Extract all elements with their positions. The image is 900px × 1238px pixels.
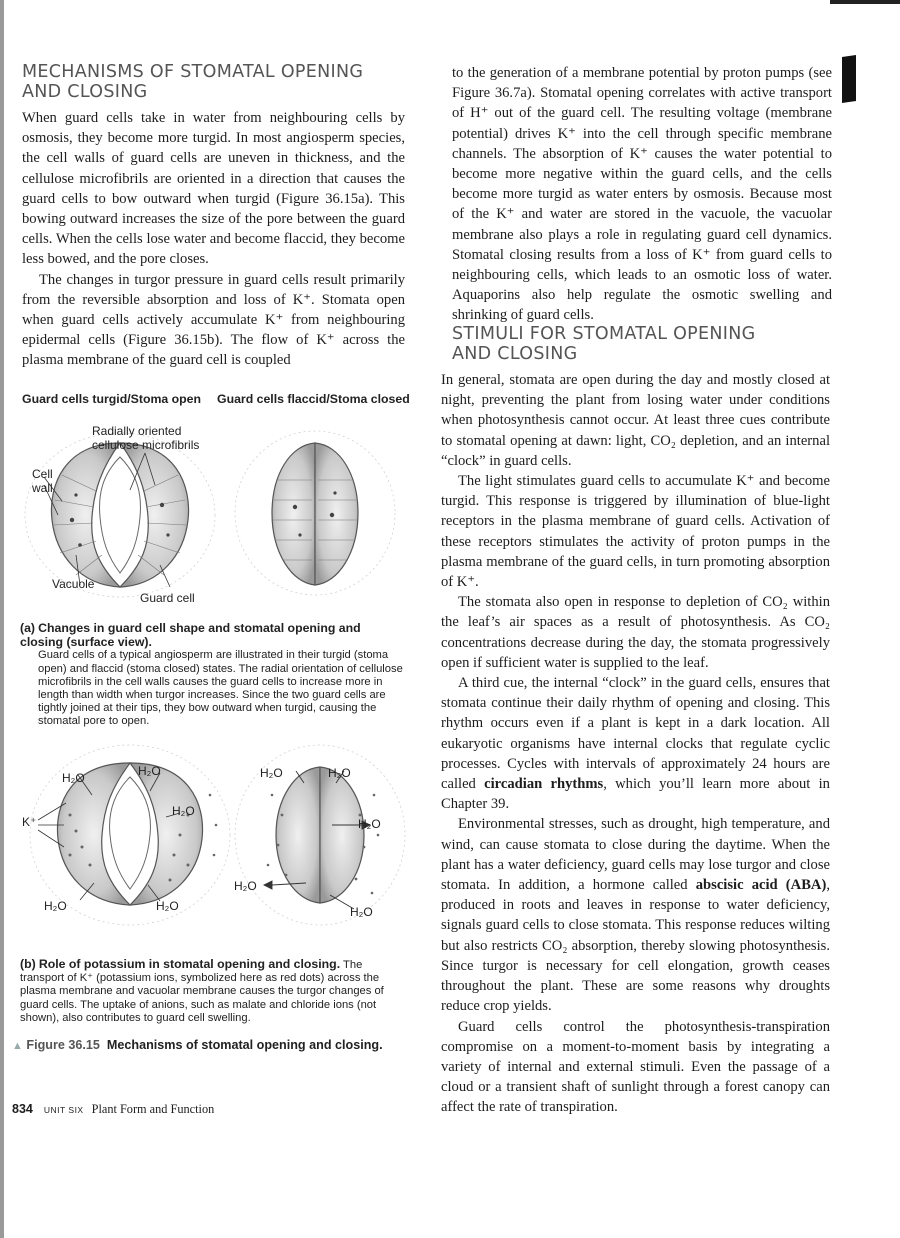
paragraph: to the generation of a membrane potential by proton pumps (see Figure 36.7a). Stomatal opening correlates with active transport of H⁺ out of the guard cell. The resulting voltage (membrane potential) drives K⁺ into the cell through specific membrane channels. The absorption of K⁺ causes the water potential to become more negative within the guard cells, and the cells become more turgid as water enters by osmosis. Because most of the K⁺ and water are stored in the vacuole, the vacuolar membrane also plays a role in regulating guard cell dynamics. Stomatal closing results from a loss of K⁺ from guard cells to neighbouring cells, which leads to an osmotic loss of water. Aquaporins also help regulate the osmotic swelling and shrinking of guard cells.: [452, 65, 832, 324]
left-body-text: [22, 108, 405, 371]
page-edge-mark: [830, 0, 900, 4]
heading-line-2: AND CLOSING: [22, 82, 148, 102]
page-footer: [12, 1102, 214, 1117]
paragraph: The changes in turgor pressure in guard cells result primarily from the reversible absorption and loss of K⁺. Stomata open when guard cells actively accumulate K⁺ from neighbouring epidermal cells (Figure 36.15b). The flow of K⁺ across the plasma membrane of the guard cell is coupled: [22, 271, 405, 369]
page-number: 834: [12, 1102, 33, 1116]
label-h2o: H₂O: [234, 879, 257, 893]
caption-a-label: (a): [20, 621, 36, 635]
caption-b-label: (b): [20, 957, 36, 971]
heading-line-1: STIMULI FOR STOMATAL OPENING: [452, 324, 756, 344]
figure-marker-icon: ▲: [12, 1040, 23, 1052]
panel-a-left-header: Guard cells turgid/Stoma open: [22, 392, 202, 406]
label-microfibrils: [92, 424, 199, 452]
paragraph: The stomata also open in response to depletion of CO₂ within the leaf’s air spaces as a result of photosynthesis. As CO₂ concentrations decrease during the day, the stomata progressively open if sufficient water is supplied to the leaf.: [441, 594, 830, 671]
scan-fold-shadow: [842, 55, 856, 103]
panel-a-right-header: Guard cells flaccid/Stoma closed: [217, 392, 410, 406]
label-h2o: H₂O: [62, 771, 85, 785]
key-term: circadian rhythms: [484, 776, 604, 793]
paragraph: [441, 814, 830, 1016]
caption-panel-a: [20, 622, 405, 729]
paragraph: In general, stomata are open during the day and mostly closed at night, preventing the plant from losing water under conditions when photosynthesis cannot occur. At least three cues contribute to stomatal opening at dawn: light, CO₂ depletion, and an internal “clock” in guard cells.: [441, 372, 830, 469]
heading-line-1: MECHANISMS OF STOMATAL OPENING: [22, 62, 364, 82]
label-cell-wall: [32, 467, 53, 495]
caption-b-text: The transport of K⁺ (potassium ions, symbolized here as red dots) across the plasma membrane and vacuolar membrane causes the turgor changes of guard cells. The uptake of anions, such as malate and chloride ions (not shown), also contributes to guard cell swelling.: [20, 959, 384, 1024]
label-h2o: H₂O: [328, 766, 351, 780]
label-potassium: K⁺: [22, 815, 37, 829]
label-h2o: H₂O: [138, 764, 161, 778]
caption-b-title: Role of potassium in stomatal opening and closing.: [38, 957, 341, 971]
heading-line-2: AND CLOSING: [452, 344, 578, 364]
label-guard-cell: Guard cell: [140, 591, 195, 605]
caption-panel-b: [20, 958, 405, 1025]
paragraph: The light stimulates guard cells to accumulate K⁺ and become turgid. This response is triggered by illumination of blue-light receptors in the plasma membrane of guard cells. Activation of these receptors stimulates the activity of proton pumps in the plasma membrane of the guard cells, in turn promoting absorption of K⁺.: [441, 473, 830, 591]
guard-cells-open-diagram: [25, 433, 215, 597]
label-h2o: H₂O: [156, 899, 179, 913]
section-heading-stimuli: [452, 324, 756, 364]
paragraph-part: A third cue, the internal “clock” in the guard cells, ensures that stomata continue their daily rhythm of opening and closing. This rhythm occurs even if a plant is kept in a dark location. All eukaryotic organisms have internal clocks that regulate cyclic processes. Cycles with intervals of approximately 24 hours are called: [441, 675, 830, 793]
label-microfibrils-line-2: cellulose microfibrils: [92, 438, 200, 452]
figure-number: Figure 36.15: [26, 1038, 100, 1052]
label-microfibrils-line-1: Radially oriented: [92, 424, 182, 438]
section-heading-mechanisms: [22, 62, 363, 102]
label-h2o: H₂O: [350, 905, 373, 919]
caption-a-title: Changes in guard cell shape and stomatal opening and closing (surface view).: [20, 621, 361, 650]
section-title: Plant Form and Function: [91, 1102, 215, 1116]
paragraph: Guard cells control the photosynthesis-transpiration compromise on a moment-to-moment basis by integrating a variety of internal and external stimuli. Even the passage of a cloud or a transient shaft of sunlight through a forest canopy can affect the rate of transpiration.: [441, 1018, 830, 1116]
paragraph-part: , produced in roots and leaves in response to water deficiency, signals guard cells to close stomata. This response reduces wilting but also restricts CO₂ absorption, thereby slowing photosynthesis. Since turgor is necessary for cell elongation, growth ceases throughout the plant. These are some reasons why droughts reduce crop yields.: [441, 877, 830, 1015]
label-h2o: H₂O: [44, 899, 67, 913]
right-body-continued: [452, 63, 832, 326]
key-term: abscisic acid (ABA): [695, 877, 827, 894]
unit-label: UNIT SIX: [43, 1105, 84, 1115]
figure-title: [12, 1037, 422, 1054]
label-h2o: H₂O: [172, 804, 195, 818]
label-h2o: H₂O: [358, 817, 381, 831]
label-vacuole: Vacuole: [52, 577, 95, 591]
paragraph-part: , which you’ll learn more about in Chapter 39.: [441, 776, 830, 813]
binding-edge: [0, 0, 4, 1238]
caption-a-text: Guard cells of a typical angiosperm are illustrated in their turgid (stoma open) and flaccid (stoma closed) states. The radial orientation of cellulose microfibrils in the cell walls causes the guard cells to increase more in length than width when turgor increases. Since the two guard cells are tightly joined at their tips, they bow outward when turgid, causing the stomatal pore to open.: [38, 649, 403, 728]
label-h2o: H₂O: [260, 766, 283, 780]
potassium-open-diagram: [30, 745, 230, 925]
paragraph: [441, 673, 830, 814]
figure-title-text: Mechanisms of stomatal opening and closing.: [106, 1038, 383, 1052]
paragraph-part: Environmental stresses, such as drought, high temperature, and wind, can cause stomata to close during the daytime. When the plant has a water deficiency, guard cells may lose turgor and close stomata. In addition, a hormone called: [441, 816, 830, 894]
paragraph: When guard cells take in water from neighbouring cells by osmosis, they become more turgid. In most angiosperm species, the cell walls of guard cells are uneven in thickness, and the cellulose microfibrils are oriented in a direction that causes the guard cells to bow outward when turgid (Figure 36.15a). This bowing outward increases the size of the pore between the guard cells. When the cells lose water and become flaccid, they become less bowed, and the pore closes.: [22, 110, 405, 268]
label-cell: Cell: [32, 467, 53, 481]
guard-cells-closed-diagram: [235, 431, 395, 595]
right-body-text: [441, 370, 830, 1118]
label-wall: wall: [32, 481, 53, 495]
